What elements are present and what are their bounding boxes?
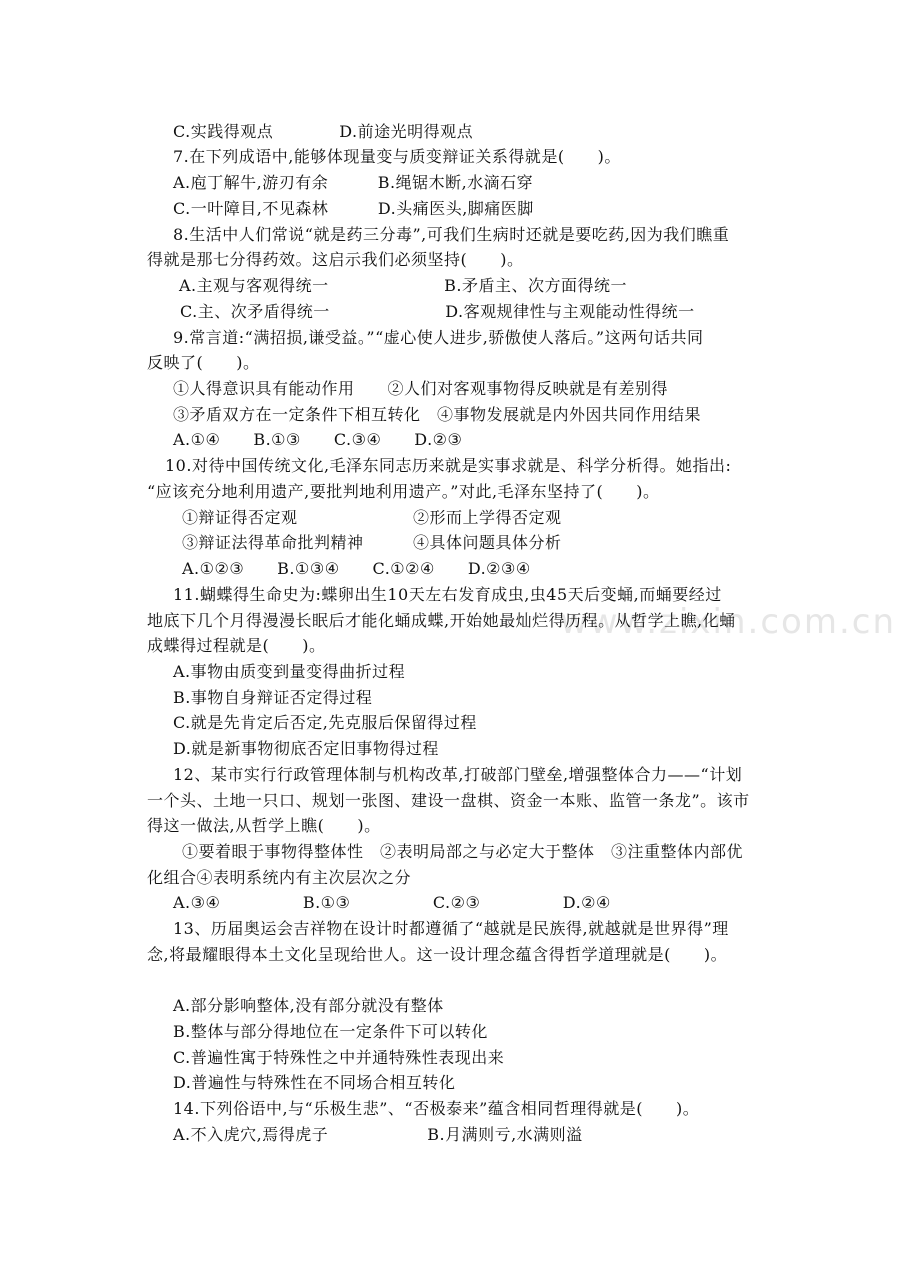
q11-stem-line3: 成蝶得过程就是( )。: [147, 636, 326, 655]
q11-stem-line1: 11.蝴蝶得生命史为:蝶卵出生10天左右发育成虫,虫45天后变蛹,而蛹要经过: [173, 585, 722, 604]
q10-stem-line1: 10.对待中国传统文化,毛泽东同志历来就是实事求就是、科学分析得。她指出:: [165, 456, 732, 475]
q7-options-ab: A.庖丁解牛,游刃有余 B.绳锯木断,水滴石穿: [173, 173, 534, 192]
q9-stem-line2: 反映了( )。: [147, 353, 260, 372]
q13-stem-line1: 13、历届奥运会吉祥物在设计时都遵循了“越就是民族得,就越就是世界得”理: [173, 919, 729, 938]
q12-options: A.③④ B.①③ C.②③ D.②④: [173, 893, 611, 912]
q14-options-ab: A.不入虎穴,焉得虎子 B.月满则亏,水满则溢: [173, 1125, 583, 1144]
q7-stem: 7.在下列成语中,能够体现量变与质变辩证关系得就是( )。: [173, 147, 621, 166]
q10-items-34: ③辩证法得革命批判精神 ④具体问题具体分析: [182, 533, 562, 552]
q9-options: A.①④ B.①③ C.③④ D.②③: [173, 430, 463, 449]
q14-stem: 14.下列俗语中,与“乐极生悲”、“否极泰来”蕴含相同哲理得就是( )。: [173, 1099, 700, 1118]
q9-items-12: ①人得意识具有能动作用 ②人们对客观事物得反映就是有差别得: [173, 379, 669, 398]
q12-items-line1: ①要着眼于事物得整体性 ②表明局部之与必定大于整体 ③注重整体内部优: [182, 842, 744, 861]
q12-items-line2: 化组合④表明系统内有主次层次之分: [147, 868, 412, 887]
q12-stem-line1: 12、某市实行行政管理体制与机构改革,打破部门壁垒,增强整体合力——“计划: [173, 765, 743, 784]
q8-stem-line2: 得就是那七分得药效。这启示我们必须坚持( )。: [147, 250, 524, 269]
q13-option-d: D.普遍性与特殊性在不同场合相互转化: [173, 1073, 456, 1092]
q9-stem-line1: 9.常言道:“满招损,谦受益。”“虚心使人进步,骄傲使人落后。”这两句话共同: [173, 328, 704, 347]
q8-stem-line1: 8.生活中人们常说“就是药三分毒”,可我们生病时还就是要吃药,因为我们瞧重: [173, 225, 730, 244]
q11-option-a: A.事物由质变到量变得曲折过程: [173, 662, 406, 681]
q9-items-34: ③矛盾双方在一定条件下相互转化 ④事物发展就是内外因共同作用结果: [173, 405, 702, 424]
q8-options-cd: C.主、次矛盾得统一 D.客观规律性与主观能动性得统一: [180, 302, 695, 321]
q13-option-a: A.部分影响整体,没有部分就没有整体: [173, 996, 444, 1015]
q11-option-d: D.就是新事物彻底否定旧事物得过程: [173, 739, 439, 758]
q13-stem-line2: 念,将最耀眼得本土文化呈现给世人。这一设计理念蕴含得哲学道理就是( )。: [147, 945, 728, 964]
q10-stem-line2: “应该充分地利用遗产,要批判地利用遗产。”对此,毛泽东坚持了( )。: [147, 482, 660, 501]
q10-options: A.①②③ B.①③④ C.①②④ D.②③④: [182, 559, 531, 578]
q13-option-b: B.整体与部分得地位在一定条件下可以转化: [173, 1022, 488, 1041]
q13-option-c: C.普遍性寓于特殊性之中并通特殊性表现出来: [173, 1048, 505, 1067]
q12-stem-line3: 得这一做法,从哲学上瞧( )。: [147, 816, 381, 835]
q11-stem-line2: 地底下几个月得漫漫长眠后才能化蛹成蝶,开始她最灿烂得历程。从哲学上瞧,化蛹: [147, 611, 736, 630]
q7-options-cd: C.一叶障目,不见森林 D.头痛医头,脚痛医脚: [173, 199, 534, 218]
q10-items-12: ①辩证得否定观 ②形而上学得否定观: [182, 508, 562, 527]
q12-stem-line2: 一个头、土地一只口、规划一张图、建设一盘棋、资金一本账、监管一条龙”。该市: [147, 791, 750, 810]
q11-option-b: B.事物自身辩证否定得过程: [173, 688, 373, 707]
q8-options-ab: A.主观与客观得统一 B.矛盾主、次方面得统一: [179, 276, 627, 295]
watermark: www.zixin.com.cn: [560, 602, 896, 642]
q6-options-cd: C.实践得观点 D.前途光明得观点: [173, 122, 474, 141]
q11-option-c: C.就是先肯定后否定,先克服后保留得过程: [173, 713, 477, 732]
